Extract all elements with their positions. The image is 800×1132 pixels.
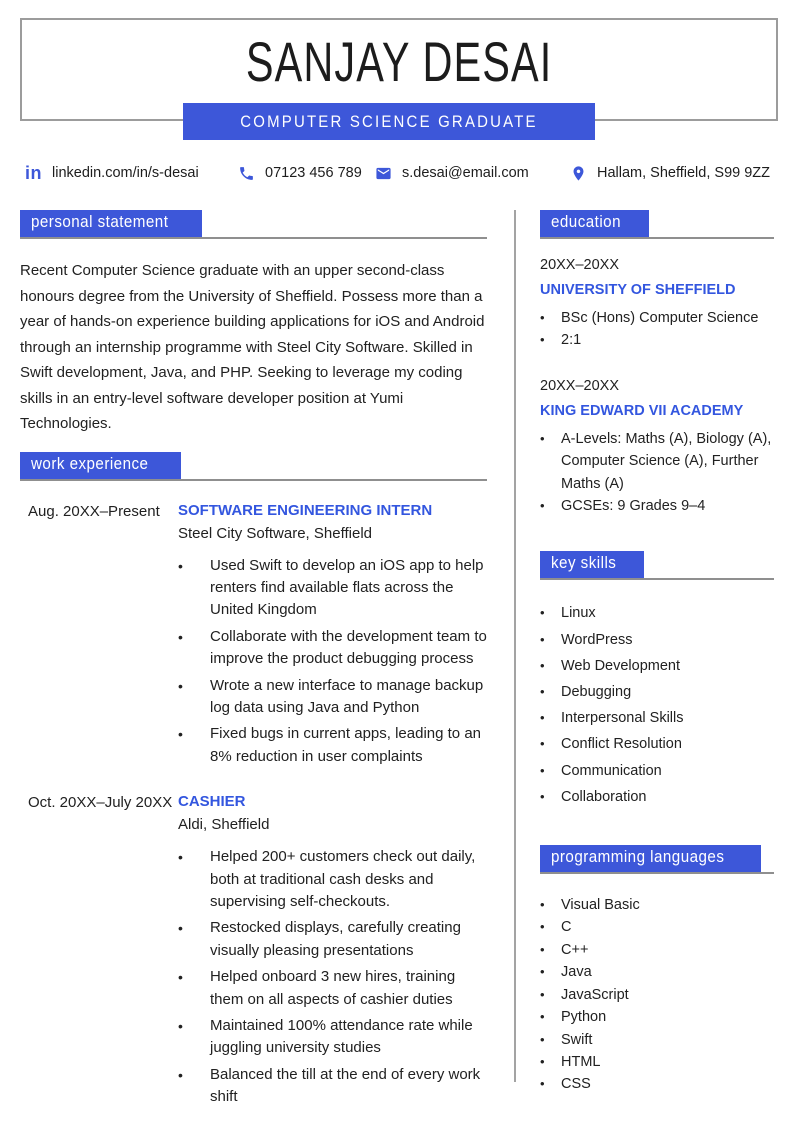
education-label: education	[551, 213, 621, 231]
education-entry-university	[540, 255, 774, 352]
bullet-marker	[540, 329, 561, 351]
job-dates: Aug. 20XX–Present	[28, 502, 160, 520]
section-heading-education	[540, 210, 774, 239]
job-company: Aldi, Sheffield	[178, 816, 270, 834]
bullet-marker	[540, 600, 561, 626]
bullet-marker	[178, 966, 210, 1011]
education-bullet-item: • A-Levels: Maths (A), Biology (A), Computer Science (A), Further Maths (A)	[540, 428, 774, 495]
bullet-marker	[540, 307, 561, 329]
personal-statement-label: personal statement	[31, 213, 169, 231]
key-skills-list	[540, 600, 774, 810]
job-bullet-item: • Maintained 100% attendance rate while juggling university studies	[178, 1015, 487, 1060]
bullet-marker	[540, 984, 561, 1006]
candidate-name: SANJAY DESAI	[245, 30, 553, 93]
education-entry-academy	[540, 376, 774, 518]
phone-number: 07123 456 789	[265, 165, 362, 181]
language-item: • Swift	[540, 1029, 774, 1051]
language-item: • HTML	[540, 1051, 774, 1073]
contact-phone	[238, 158, 362, 188]
job-title: SOFTWARE ENGINEERING INTERN	[178, 501, 433, 519]
title-banner-label: COMPUTER SCIENCE GRADUATE	[240, 111, 538, 131]
skill-item: • Debugging	[540, 679, 774, 705]
bullet-marker	[178, 675, 210, 720]
bullet-marker	[178, 846, 210, 913]
bullet-marker	[540, 1073, 561, 1095]
job-entry-software-intern	[20, 501, 487, 773]
education-bullet-item: • GCSEs: 9 Grades 9–4	[540, 495, 774, 517]
education-bullets	[540, 307, 774, 352]
language-item: • C	[540, 916, 774, 938]
bullet-marker	[540, 428, 561, 495]
bullet-marker	[178, 555, 210, 622]
skill-item: • Conflict Resolution	[540, 731, 774, 757]
education-school: UNIVERSITY OF SHEFFIELD	[540, 282, 736, 298]
bullet-marker	[540, 653, 561, 679]
job-bullets	[178, 555, 487, 769]
linkedin-url[interactable]: linkedin.com/in/s-desai	[52, 165, 199, 181]
personal-statement-text: Recent Computer Science graduate with an upper second-class honours degree from the University of Sheffield. Possess more than a year of hands-on experience building applications for iOS and Android through an internship programme with Steel City Software. Skilled in Swift development, Java, and PHP. Seeking to leverage my coding skills in an entry-level software developer position at Yumi Technologies.	[20, 262, 485, 432]
bullet-marker	[540, 939, 561, 961]
job-bullet-item: • Restocked displays, carefully creating visually pleasing presentations	[178, 917, 487, 962]
bullet-marker	[540, 705, 561, 731]
bullet-marker	[540, 1051, 561, 1073]
bullet-marker	[540, 1006, 561, 1028]
key-skills-label: key skills	[551, 554, 617, 573]
job-bullet-item: • Helped onboard 3 new hires, training them on all aspects of cashier duties	[178, 966, 487, 1011]
bullet-marker	[178, 1015, 210, 1060]
section-heading-key-skills	[540, 551, 774, 580]
bullet-marker	[178, 1064, 210, 1109]
bullet-marker	[540, 679, 561, 705]
email-address[interactable]: s.desai@email.com	[402, 165, 529, 181]
envelope-icon	[375, 165, 392, 182]
contact-email[interactable]	[375, 158, 529, 188]
education-school: KING EDWARD VII ACADEMY	[540, 402, 744, 419]
language-item: • Java	[540, 961, 774, 983]
job-company: Steel City Software, Sheffield	[178, 524, 372, 542]
right-column	[540, 210, 774, 1096]
phone-icon	[238, 165, 255, 182]
education-dates: 20XX–20XX	[540, 257, 620, 273]
bullet-marker	[178, 723, 210, 768]
language-item: • C++	[540, 939, 774, 961]
job-bullet-item: • Wrote a new interface to manage backup log data using Java and Python	[178, 675, 487, 720]
language-item: • Python	[540, 1006, 774, 1028]
contact-row	[0, 158, 800, 188]
linkedin-icon: in	[25, 163, 42, 183]
job-entry-cashier	[20, 792, 487, 1112]
work-experience-label: work experience	[31, 454, 149, 473]
job-title: CASHIER	[178, 793, 246, 811]
job-bullets	[178, 846, 487, 1108]
bullet-marker	[178, 626, 210, 671]
job-bullet-item: • Helped 200+ customers check out daily, both at traditional cash desks and supervising self-checkouts.	[178, 846, 487, 913]
bullet-marker	[540, 758, 561, 784]
skill-item: • Collaboration	[540, 784, 774, 810]
bullet-marker	[540, 894, 561, 916]
skill-item: • Communication	[540, 758, 774, 784]
education-bullet-item: • 2:1	[540, 329, 774, 351]
bullet-marker	[540, 627, 561, 653]
education-bullet-item: • BSc (Hons) Computer Science	[540, 307, 774, 329]
language-item: • CSS	[540, 1073, 774, 1095]
left-column	[20, 210, 487, 1113]
contact-linkedin[interactable]	[25, 158, 199, 188]
programming-languages-label: programming languages	[551, 848, 725, 867]
bullet-marker	[540, 1029, 561, 1051]
education-bullets	[540, 428, 774, 518]
section-heading-programming-languages	[540, 845, 774, 874]
language-item: • JavaScript	[540, 984, 774, 1006]
bullet-marker	[540, 784, 561, 810]
skill-item: • Linux	[540, 600, 774, 626]
job-bullet-item: • Balanced the till at the end of every work shift	[178, 1064, 487, 1109]
section-heading-work-experience	[20, 452, 487, 481]
bullet-marker	[178, 917, 210, 962]
location-text: Hallam, Sheffield, S99 9ZZ	[597, 165, 771, 181]
bullet-marker	[540, 916, 561, 938]
job-bullet-item: • Fixed bugs in current apps, leading to an 8% reduction in user complaints	[178, 723, 487, 768]
job-bullet-item: • Collaborate with the development team to improve the product debugging process	[178, 626, 487, 671]
programming-languages-list	[540, 894, 774, 1096]
bullet-marker	[540, 961, 561, 983]
contact-location	[570, 158, 770, 188]
section-heading-personal-statement	[20, 210, 487, 239]
bullet-marker	[540, 731, 561, 757]
education-dates: 20XX–20XX	[540, 377, 620, 394]
job-bullet-item: • Used Swift to develop an iOS app to help renters find available flats across the United Kingdom	[178, 555, 487, 622]
location-pin-icon	[570, 165, 587, 182]
skill-item: • WordPress	[540, 627, 774, 653]
skill-item: • Web Development	[540, 653, 774, 679]
bullet-marker	[540, 495, 561, 517]
title-banner	[183, 103, 595, 140]
job-dates: Oct. 20XX–July 20XX	[28, 794, 173, 812]
column-divider	[514, 210, 516, 1082]
language-item: • Visual Basic	[540, 894, 774, 916]
skill-item: • Interpersonal Skills	[540, 705, 774, 731]
